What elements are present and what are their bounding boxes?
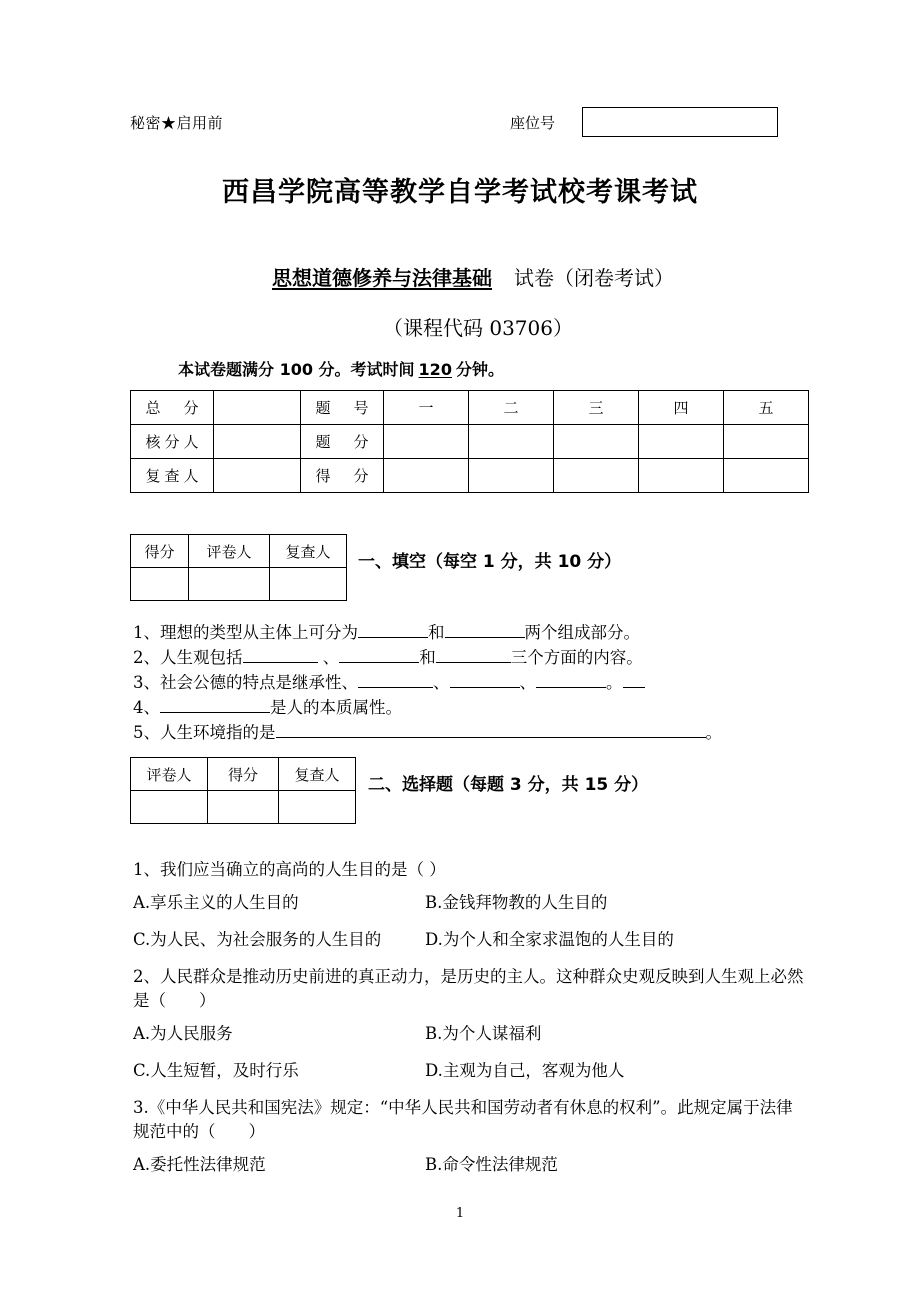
question-number: 3、 <box>133 673 160 692</box>
grading-value[interactable] <box>131 791 208 824</box>
question-number: 1、 <box>133 623 160 642</box>
question-text: 三个方面的内容。 <box>510 648 643 667</box>
fill-question-5 <box>133 720 803 745</box>
seat-number-label: 座位号 <box>510 114 556 132</box>
question-text: 两个组成部分。 <box>524 623 640 642</box>
score-cell[interactable] <box>469 425 554 459</box>
score-summary-table <box>130 390 809 493</box>
score-row-label: 复查人 <box>131 459 214 493</box>
answer-blank[interactable] <box>450 672 520 688</box>
table-row <box>131 535 347 568</box>
score-cell[interactable]: 一 <box>384 391 469 425</box>
score-row-sublabel: 得 分 <box>301 459 384 493</box>
grading-value[interactable] <box>270 568 347 601</box>
score-cell[interactable] <box>724 459 809 493</box>
answer-blank[interactable] <box>536 672 606 688</box>
score-row-value[interactable] <box>214 459 301 493</box>
page-title: 西昌学院高等教学自学考试校考课考试 <box>222 177 698 208</box>
score-cell[interactable]: 五 <box>724 391 809 425</box>
section1-questions <box>133 620 803 745</box>
mc-option-a[interactable]: A.为人民服务 <box>133 1024 233 1043</box>
score-cell[interactable]: 三 <box>554 391 639 425</box>
question-text: 人生环境指的是 <box>160 723 276 742</box>
mc-question-1-stem: 1、我们应当确立的高尚的人生目的是（ ） <box>133 860 446 879</box>
mc-option-d[interactable]: D.主观为自己，客观为他人 <box>425 1061 625 1080</box>
mc-option-b[interactable]: B.金钱拜物教的人生目的 <box>425 893 608 912</box>
subject-name: 思想道德修养与法律基础 <box>272 266 492 290</box>
section2-heading: 二、选择题（每题 3 分，共 15 分） <box>368 775 649 795</box>
exam-meta-prefix: 本试卷题满分 100 分。考试时间 <box>178 360 415 379</box>
question-text: 社会公德的特点是继承性、 <box>160 673 358 692</box>
answer-blank[interactable] <box>445 622 525 638</box>
answer-blank[interactable] <box>436 647 511 663</box>
question-text: 。 <box>705 723 722 742</box>
grading-header: 评卷人 <box>189 535 270 568</box>
answer-blank[interactable] <box>339 647 419 663</box>
question-text: 是人的本质属性。 <box>270 698 402 717</box>
fill-question-1 <box>133 620 803 645</box>
table-row <box>131 758 356 791</box>
score-row-sublabel: 题 号 <box>301 391 384 425</box>
mc-option-a[interactable]: A.委托性法律规范 <box>133 1155 266 1174</box>
question-text: 、 <box>433 673 450 692</box>
subject-line <box>0 262 920 291</box>
score-cell[interactable] <box>384 459 469 493</box>
answer-blank[interactable] <box>358 622 428 638</box>
page-number: 1 <box>455 1206 465 1221</box>
mc-question-3-options-row-1 <box>133 1153 805 1177</box>
grading-header: 复查人 <box>270 535 347 568</box>
exam-duration: 120 <box>418 360 452 379</box>
score-cell[interactable] <box>384 425 469 459</box>
score-cell[interactable] <box>724 425 809 459</box>
mc-question-3-stem: 3.《中华人民共和国宪法》规定：“中华人民共和国劳动者有休息的权利”。此规定属于法律规范中的（ ） <box>133 1098 793 1141</box>
table-row <box>131 425 809 459</box>
grading-header: 得分 <box>131 535 189 568</box>
fill-question-3 <box>133 670 803 695</box>
mc-option-b[interactable]: B.为个人谋福利 <box>425 1024 542 1043</box>
answer-blank[interactable] <box>623 672 645 688</box>
mc-question-2-stem: 2、人民群众是推动历史前进的真正动力，是历史的主人。这种群众史观反映到人生观上必然是（ ） <box>133 967 804 1010</box>
fill-question-4 <box>133 695 803 720</box>
score-row-label: 核分人 <box>131 425 214 459</box>
section1-heading: 一、填空（每空 1 分，共 10 分） <box>358 552 622 572</box>
grading-header: 复查人 <box>279 758 356 791</box>
grading-header: 评卷人 <box>131 758 208 791</box>
score-row-label: 总 分 <box>131 391 214 425</box>
mc-option-d[interactable]: D.为个人和全家求温饱的人生目的 <box>425 930 674 949</box>
exam-meta-suffix: 分钟。 <box>455 360 504 379</box>
mc-option-b[interactable]: B.命令性法律规范 <box>425 1155 558 1174</box>
answer-blank[interactable] <box>276 722 706 738</box>
section1-grading-table <box>130 534 347 601</box>
score-row-value[interactable] <box>214 391 301 425</box>
grading-value[interactable] <box>279 791 356 824</box>
mc-question-1-options-row-2 <box>133 928 805 952</box>
mc-question-2-options-row-1 <box>133 1022 805 1046</box>
paper-type: 试卷（闭卷考试） <box>514 266 674 290</box>
mc-option-a[interactable]: A.享乐主义的人生目的 <box>133 893 299 912</box>
grading-value[interactable] <box>189 568 270 601</box>
section2-questions <box>133 858 805 1190</box>
question-text: 、 <box>519 673 536 692</box>
question-number: 2、 <box>133 648 160 667</box>
grading-header: 得分 <box>208 758 279 791</box>
question-text: 和 <box>419 648 436 667</box>
answer-blank[interactable] <box>160 697 270 713</box>
mc-option-c[interactable]: C.为人民、为社会服务的人生目的 <box>133 930 382 949</box>
question-text: 理想的类型从主体上可分为 <box>160 623 358 642</box>
mc-question-2-options-row-2 <box>133 1059 805 1083</box>
table-row <box>131 459 809 493</box>
grading-value[interactable] <box>131 568 189 601</box>
document-header-row <box>130 110 790 140</box>
score-cell[interactable] <box>554 425 639 459</box>
score-cell[interactable]: 四 <box>639 391 724 425</box>
score-row-value[interactable] <box>214 425 301 459</box>
question-text: 。 <box>606 673 623 692</box>
confidential-label: 秘密★启用前 <box>130 114 224 132</box>
seat-number-box[interactable] <box>582 107 778 137</box>
answer-blank[interactable] <box>358 672 433 688</box>
score-cell[interactable] <box>554 459 639 493</box>
question-text: 、 <box>322 648 340 667</box>
question-number: 5、 <box>133 723 160 742</box>
grading-value[interactable] <box>208 791 279 824</box>
question-number: 4、 <box>133 698 160 717</box>
table-row <box>131 568 347 601</box>
score-row-sublabel: 题 分 <box>301 425 384 459</box>
mc-question-1-options-row-1 <box>133 891 805 915</box>
table-row <box>131 391 809 425</box>
course-code: （课程代码 03706） <box>383 316 573 340</box>
question-text: 人生观包括 <box>160 648 243 667</box>
section2-grading-table <box>130 757 356 824</box>
table-row <box>131 791 356 824</box>
score-cell[interactable]: 二 <box>469 391 554 425</box>
score-cell[interactable] <box>469 459 554 493</box>
question-text: 和 <box>428 623 445 642</box>
score-cell[interactable] <box>639 459 724 493</box>
exam-meta-line <box>178 357 504 380</box>
fill-question-2 <box>133 645 803 670</box>
score-cell[interactable] <box>639 425 724 459</box>
mc-option-c[interactable]: C.人生短暂，及时行乐 <box>133 1061 299 1080</box>
answer-blank[interactable] <box>243 647 318 663</box>
